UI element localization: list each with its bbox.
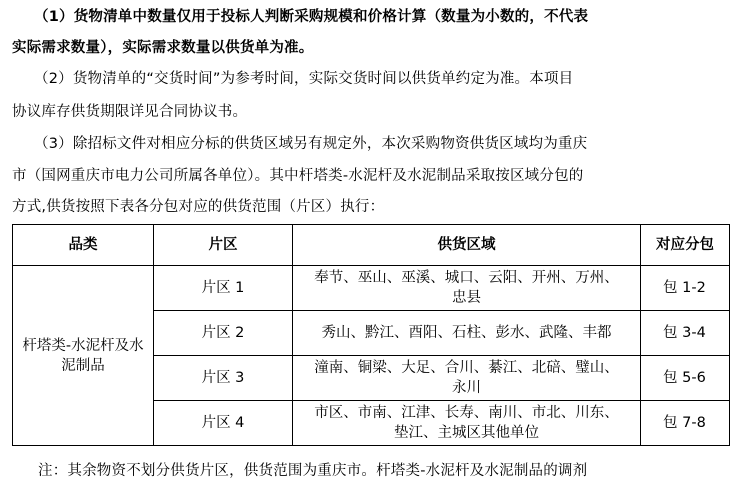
category-line-1: 杆塔类-水泥杆及水 bbox=[22, 337, 144, 354]
supply-area-cell bbox=[293, 266, 641, 311]
category-line-2: 泥制品 bbox=[61, 357, 105, 374]
package-cell: 包 1-2 bbox=[641, 266, 730, 311]
package-cell: 包 3-4 bbox=[641, 311, 730, 356]
supply-area-line-1: 奉节、巫山、巫溪、城口、云阳、开州、万州、 bbox=[314, 270, 619, 286]
zone-cell: 片区 2 bbox=[154, 311, 293, 356]
paragraph-3-line-1: （3）除招标文件对相应分标的供货区域另有规定外，本次采购物资供货区域均为重庆 bbox=[34, 136, 588, 152]
header-package: 对应分包 bbox=[641, 225, 730, 266]
footnote: 注：其余物资不划分供货片区，供货范围为重庆市。杆塔类-水泥杆及水泥制品的调剂 bbox=[38, 463, 588, 479]
supply-area-line-1: 市区、市南、江津、长寿、南川、市北、川东、 bbox=[314, 405, 619, 421]
supply-area-line-2: 永川 bbox=[452, 380, 481, 396]
supply-area-line-2: 垫江、主城区其他单位 bbox=[394, 425, 539, 441]
supply-area-cell bbox=[293, 356, 641, 401]
paragraph-1-line-1: （1）货物清单中数量仅用于投标人判断采购规模和价格计算（数量为小数的，不代表 bbox=[34, 9, 589, 25]
zone-cell: 片区 4 bbox=[154, 401, 293, 446]
table-row bbox=[13, 266, 730, 311]
paragraph-3-line-2: 市（国网重庆市电力公司所属各单位）。其中杆塔类-水泥杆及水泥制品采取按区域分包的 bbox=[12, 168, 584, 184]
package-cell: 包 7-8 bbox=[641, 401, 730, 446]
table-header-row bbox=[13, 225, 730, 266]
paragraph-2-line-1: （2）货物清单的“交货时间”为参考时间，实际交货时间以供货单约定为准。本项目 bbox=[34, 71, 574, 87]
supply-area-line-1: 秀山、黔江、酉阳、石柱、彭水、武隆、丰都 bbox=[321, 325, 612, 341]
paragraph-2-line-2: 协议库存供货期限详见合同协议书。 bbox=[12, 104, 248, 120]
category-cell bbox=[13, 266, 154, 446]
supply-zone-table bbox=[12, 224, 730, 446]
header-category: 品类 bbox=[13, 225, 154, 266]
zone-cell: 片区 1 bbox=[154, 266, 293, 311]
package-cell: 包 5-6 bbox=[641, 356, 730, 401]
zone-cell: 片区 3 bbox=[154, 356, 293, 401]
supply-area-cell bbox=[293, 401, 641, 446]
header-zone: 片区 bbox=[154, 225, 293, 266]
supply-area-line-1: 潼南、铜梁、大足、合川、綦江、北碚、璧山、 bbox=[314, 360, 619, 376]
paragraph-1-line-2: 实际需求数量），实际需求数量以供货单为准。 bbox=[12, 40, 314, 56]
paragraph-3-line-3: 方式,供货按照下表各分包对应的供货范围（片区）执行： bbox=[12, 199, 385, 215]
supply-area-cell bbox=[293, 311, 641, 356]
header-supply-area: 供货区域 bbox=[293, 225, 641, 266]
supply-area-line-2: 忠县 bbox=[452, 290, 481, 306]
